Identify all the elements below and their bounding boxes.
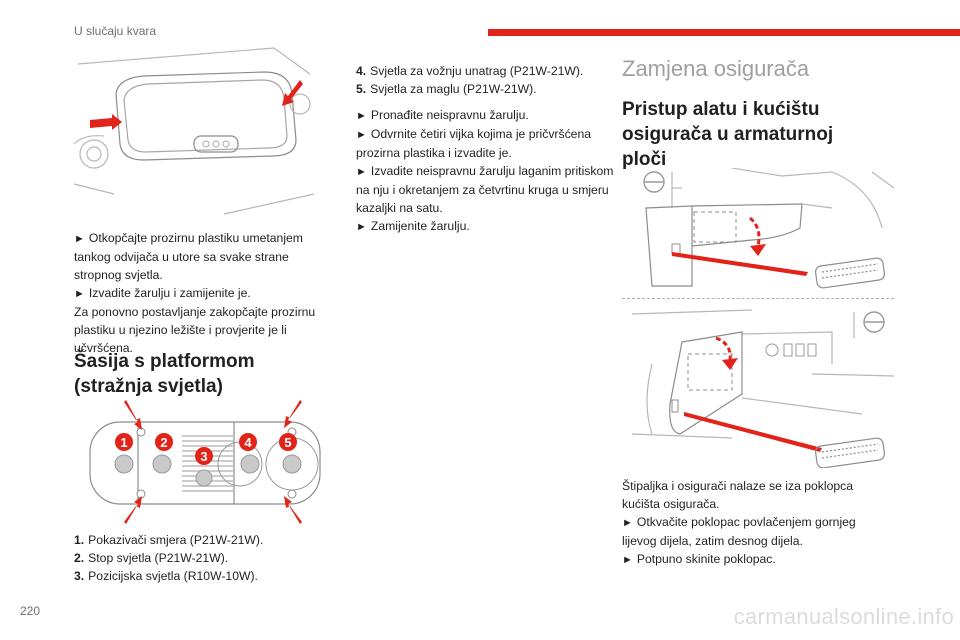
step-line: ► Zamijenite žarulju.	[356, 219, 470, 233]
col2-steps	[356, 106, 626, 236]
bullet-arrow-icon: ►	[622, 554, 633, 566]
instruction-line: stropnog svjetla.	[74, 268, 163, 282]
dashed-divider	[622, 298, 894, 299]
badge-5-label: 5	[284, 435, 292, 450]
col1-text	[74, 229, 314, 365]
bullet-arrow-icon: ►	[356, 110, 367, 122]
light-number-badges	[115, 433, 297, 465]
lamp-instructions	[74, 229, 314, 357]
bullet-arrow-icon: ►	[622, 517, 633, 529]
instruction-line: lijevog dijela, zatim desnog dijela.	[622, 534, 803, 548]
fuse-box-illustration-bottom	[632, 304, 894, 468]
ceiling-lamp-illustration	[74, 44, 314, 220]
instruction-line: ► Otkvačite poklopac povlačenjem gornjeg	[622, 515, 856, 529]
instruction-line: kućišta osigurača.	[622, 497, 720, 511]
list-item: 1. Pokazivači smjera (P21W-21W).	[74, 533, 264, 547]
instruction-line: učvršćena.	[74, 341, 133, 355]
fuse-clip-icon	[815, 257, 885, 288]
section-title-fuse-access: Pristup alatu i kućištu osigurača u armaturnoj ploči	[622, 99, 834, 170]
red-arrow-icon	[90, 80, 303, 130]
watermark: carmanualsonline.info	[733, 604, 954, 629]
list-item: 2. Stop svjetla (P21W-21W).	[74, 551, 229, 565]
fuse-instructions	[622, 477, 892, 569]
instruction-line: ► Potpuno skinite poklopac.	[622, 552, 776, 566]
step-line: ► Odvrnite četiri vijka kojima je pričvršćena	[356, 127, 592, 141]
instruction-line: ► Izvadite žarulju i zamijenite je.	[74, 286, 251, 300]
col2-text	[356, 62, 626, 244]
instruction-line: Štipaljka i osigurači nalaze se iza poklopca	[622, 479, 854, 493]
col2-bulb-list	[356, 62, 626, 98]
rear-lights-illustration	[74, 400, 324, 528]
list-item: 5. Svjetla za maglu (P21W-21W).	[356, 82, 537, 96]
red-arrow-icon	[124, 400, 302, 524]
step-line: prozirna plastika i izvadite je.	[356, 146, 512, 160]
section-title-platform-chassis: Šasija s platformom (stražnja svjetla)	[74, 351, 255, 397]
instruction-line: ► Otkopčajte prozirnu plastiku umetanjem	[74, 231, 303, 245]
col3-text	[622, 477, 892, 577]
fuse-clip-icon	[815, 437, 885, 468]
badge-4-label: 4	[244, 435, 252, 450]
col1-bulb-list	[74, 531, 314, 585]
bullet-arrow-icon: ►	[356, 221, 367, 233]
running-head: U slučaju kvara	[74, 24, 157, 38]
bullet-arrow-icon: ►	[74, 288, 85, 300]
step-line: na nju i okretanjem za četvrtinu kruga u smjeru	[356, 183, 609, 197]
step-line: ► Pronađite neispravnu žarulju.	[356, 108, 529, 122]
red-pointer-icon	[684, 412, 822, 452]
red-arrow-icon	[722, 358, 738, 370]
instruction-line: Za ponovno postavljanje zakopčajte prozirnu	[74, 305, 316, 319]
red-arrow-icon	[750, 244, 766, 256]
list-item: 3. Pozicijska svjetla (R10W-10W).	[74, 569, 258, 583]
list-item: 4. Svjetla za vožnju unatrag (P21W-21W).	[356, 64, 584, 78]
badge-1-label: 1	[120, 435, 128, 450]
steering-wheel-icon	[644, 172, 664, 192]
page-number: 220	[20, 604, 41, 618]
instruction-line: plastiku u njezino ležište i provjerite je li	[74, 323, 287, 337]
badge-3-label: 3	[200, 449, 208, 464]
step-line: ► Izvadite neispravnu žarulju laganim pritiskom	[356, 164, 614, 178]
step-line: kazaljki na satu.	[356, 201, 443, 215]
badge-2-label: 2	[160, 435, 168, 450]
chapter-title: Zamjena osigurača	[622, 56, 810, 81]
bullet-arrow-icon: ►	[74, 233, 85, 245]
bullet-arrow-icon: ►	[356, 166, 367, 178]
header-accent-bar	[488, 29, 960, 36]
instruction-line: tankog odvijača u utore sa svake strane	[74, 250, 289, 264]
steering-wheel-icon	[864, 312, 884, 332]
fuse-box-illustration-top	[632, 168, 894, 296]
bullet-arrow-icon: ►	[356, 129, 367, 141]
